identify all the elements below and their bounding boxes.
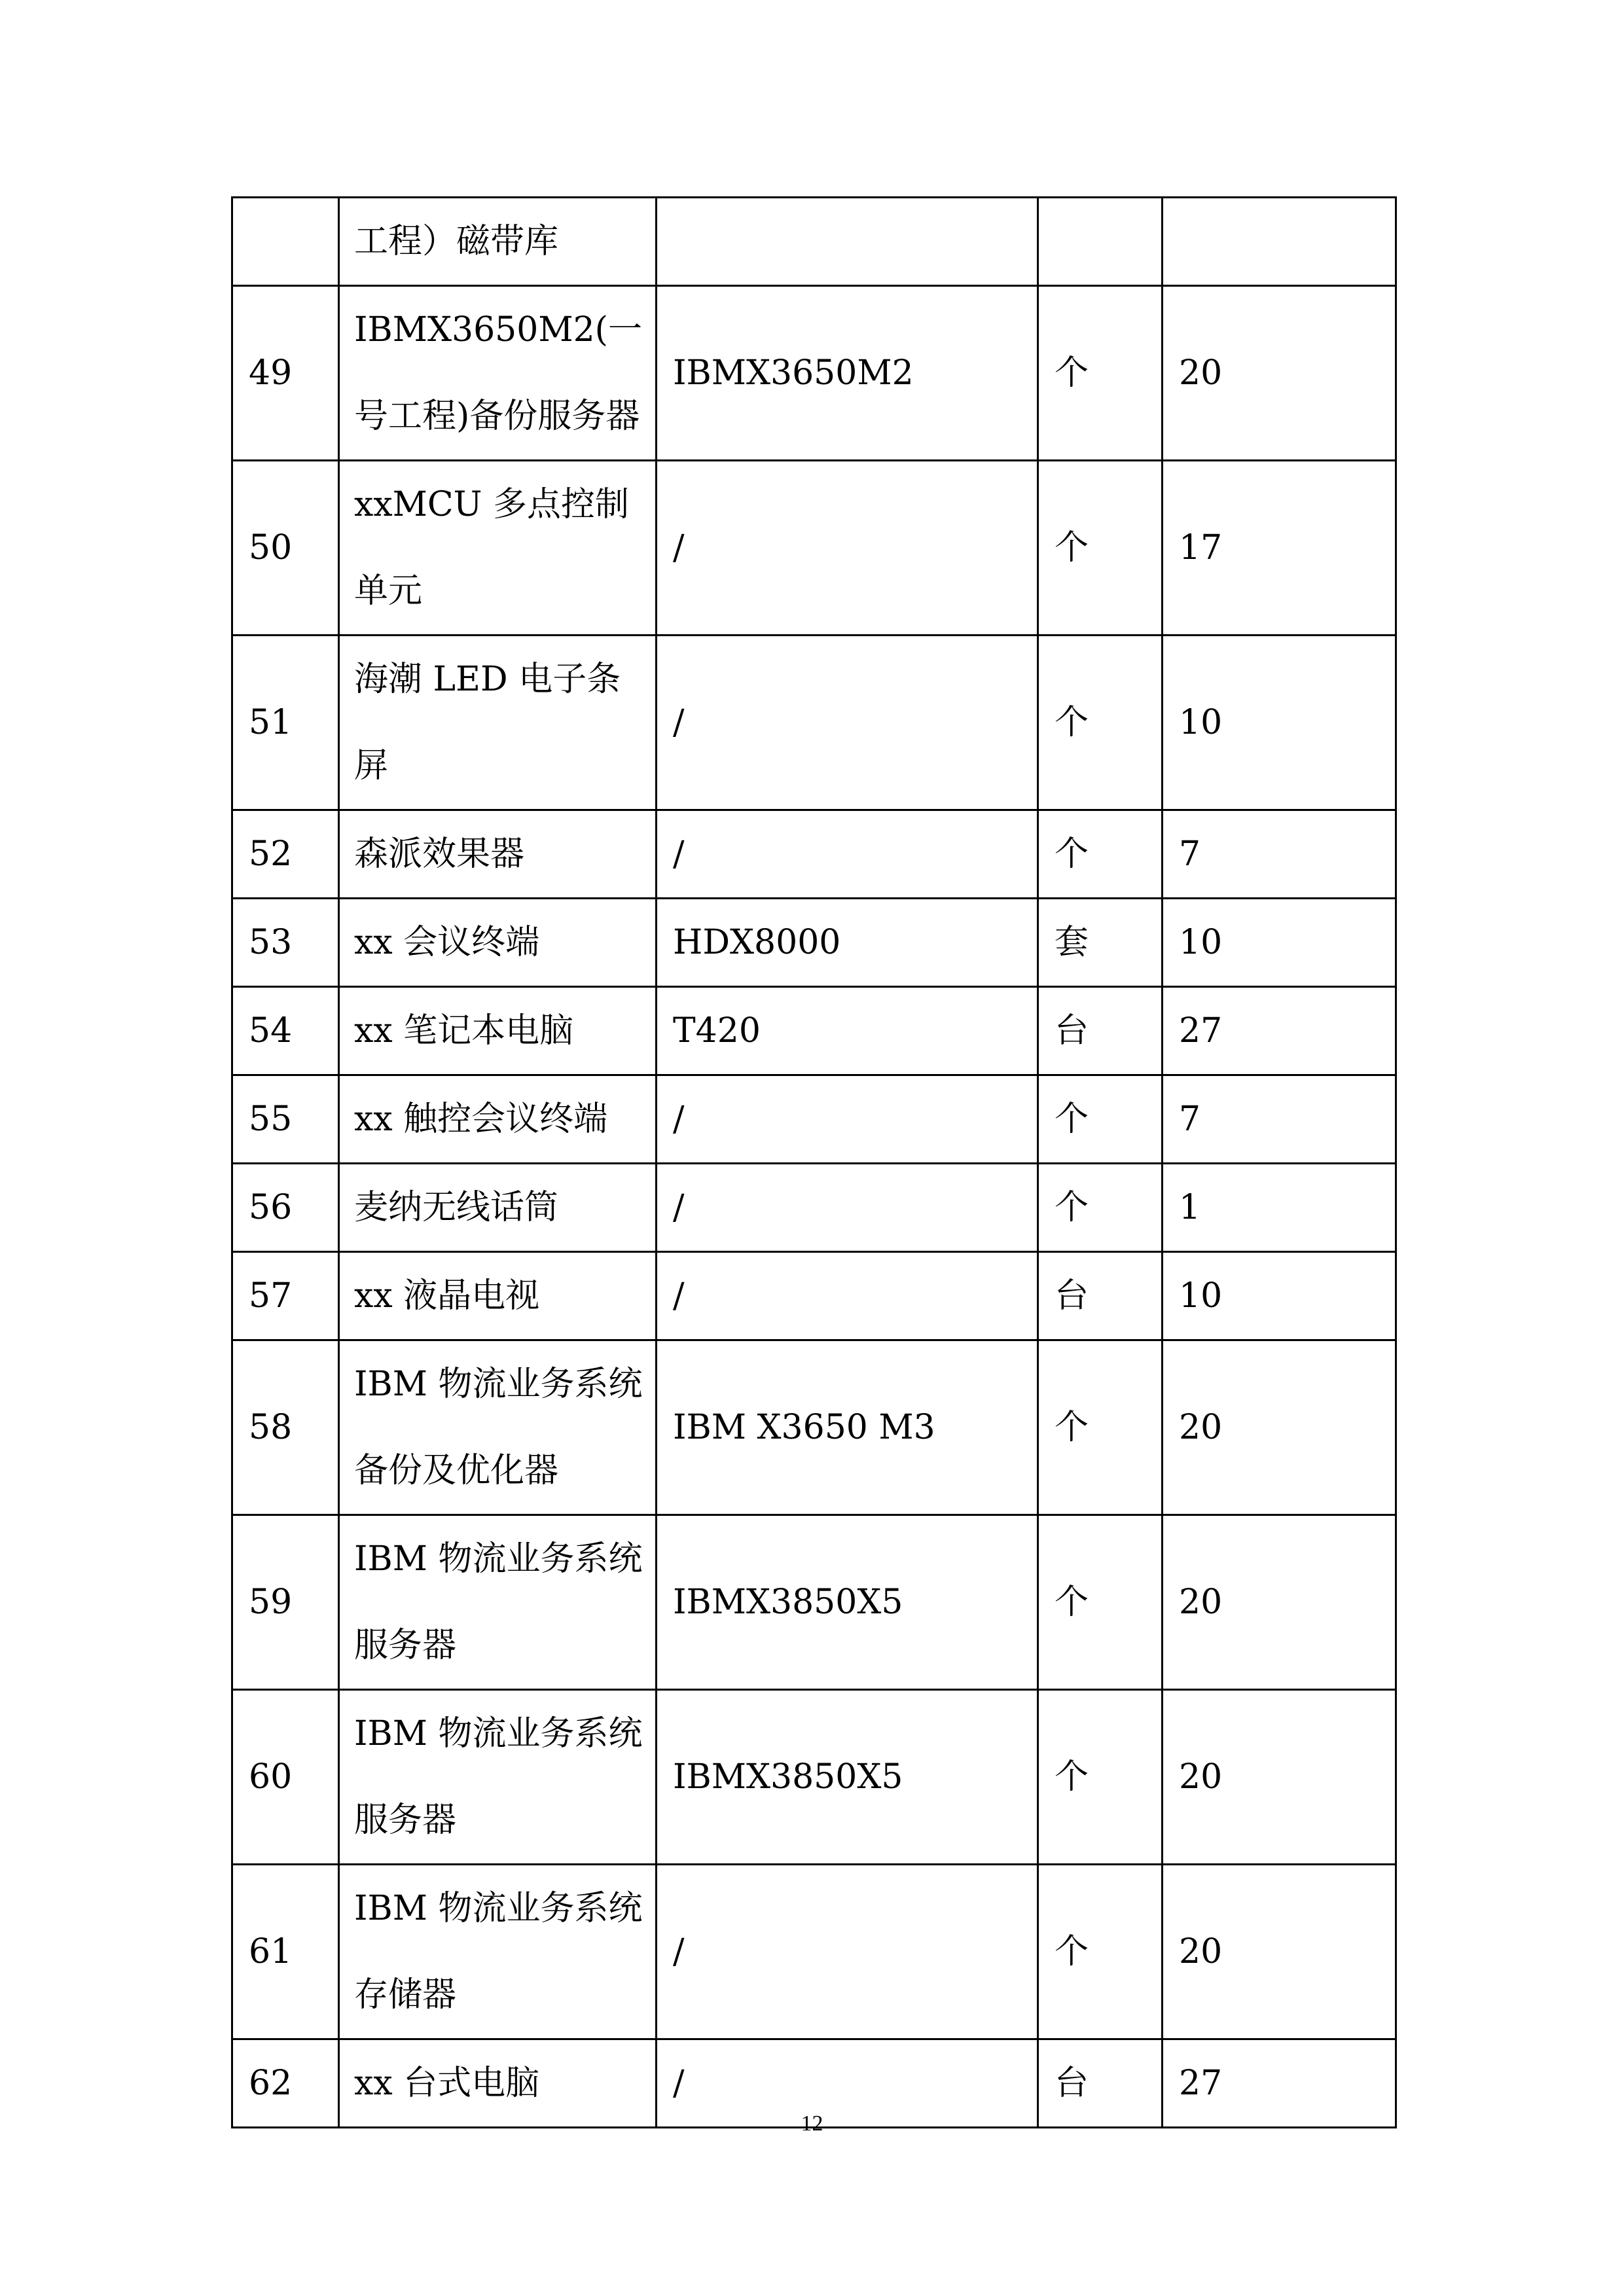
row-number-cell: 62 [232,2039,339,2128]
table-row [232,286,1396,461]
table-row [232,461,1396,636]
row-number-cell: 49 [232,286,339,461]
table-row [232,1075,1396,1164]
model-cell: / [657,1075,1038,1164]
equipment-table [231,196,1397,2128]
model-cell: HDX8000 [657,899,1038,987]
unit-cell: 个 [1038,1690,1163,1865]
item-name-cell: 麦纳无线话筒 [339,1164,657,1252]
unit-cell: 个 [1038,1865,1163,2039]
quantity-cell: 17 [1163,461,1396,636]
model-cell: IBMX3850X5 [657,1690,1038,1865]
unit-cell: 个 [1038,1075,1163,1164]
unit-cell [1038,198,1163,286]
item-name-cell: 森派效果器 [339,810,657,899]
model-cell: T420 [657,987,1038,1075]
row-number-cell: 55 [232,1075,339,1164]
row-number-cell [232,198,339,286]
item-name-cell: IBMX3650M2(一号工程)备份服务器 [339,286,657,461]
quantity-cell: 20 [1163,286,1396,461]
table-row [232,810,1396,899]
table-row [232,1865,1396,2039]
quantity-cell: 7 [1163,810,1396,899]
quantity-cell: 10 [1163,636,1396,810]
model-cell: IBMX3850X5 [657,1515,1038,1690]
unit-cell: 台 [1038,987,1163,1075]
table-row [232,636,1396,810]
unit-cell: 个 [1038,1164,1163,1252]
model-cell: / [657,810,1038,899]
item-name-cell: xxMCU 多点控制单元 [339,461,657,636]
row-number-cell: 58 [232,1340,339,1515]
unit-cell: 个 [1038,461,1163,636]
quantity-cell: 27 [1163,2039,1396,2128]
quantity-cell: 27 [1163,987,1396,1075]
quantity-cell: 20 [1163,1690,1396,1865]
item-name-cell: xx 台式电脑 [339,2039,657,2128]
item-name-cell: xx 触控会议终端 [339,1075,657,1164]
unit-cell: 个 [1038,810,1163,899]
row-number-cell: 59 [232,1515,339,1690]
quantity-cell [1163,198,1396,286]
table-row [232,899,1396,987]
row-number-cell: 53 [232,899,339,987]
model-cell: / [657,1164,1038,1252]
item-name-cell: IBM 物流业务系统备份及优化器 [339,1340,657,1515]
item-name-cell: IBM 物流业务系统服务器 [339,1690,657,1865]
table-row [232,1515,1396,1690]
item-name-cell: 工程）磁带库 [339,198,657,286]
quantity-cell: 20 [1163,1340,1396,1515]
model-cell: / [657,1252,1038,1340]
page-number: 12 [801,2111,823,2136]
unit-cell: 个 [1038,1340,1163,1515]
unit-cell: 台 [1038,2039,1163,2128]
table-row [232,1690,1396,1865]
quantity-cell: 20 [1163,1515,1396,1690]
item-name-cell: xx 会议终端 [339,899,657,987]
model-cell: IBMX3650M2 [657,286,1038,461]
unit-cell: 台 [1038,1252,1163,1340]
unit-cell: 个 [1038,286,1163,461]
row-number-cell: 52 [232,810,339,899]
model-cell [657,198,1038,286]
unit-cell: 套 [1038,899,1163,987]
table-row [232,1340,1396,1515]
row-number-cell: 54 [232,987,339,1075]
item-name-cell: 海潮 LED 电子条屏 [339,636,657,810]
table-row [232,1164,1396,1252]
row-number-cell: 51 [232,636,339,810]
row-number-cell: 50 [232,461,339,636]
row-number-cell: 61 [232,1865,339,2039]
quantity-cell: 10 [1163,899,1396,987]
model-cell: / [657,636,1038,810]
model-cell: IBM X3650 M3 [657,1340,1038,1515]
item-name-cell: xx 笔记本电脑 [339,987,657,1075]
item-name-cell: IBM 物流业务系统存储器 [339,1865,657,2039]
quantity-cell: 20 [1163,1865,1396,2039]
model-cell: / [657,2039,1038,2128]
row-number-cell: 57 [232,1252,339,1340]
table-row [232,987,1396,1075]
quantity-cell: 7 [1163,1075,1396,1164]
quantity-cell: 10 [1163,1252,1396,1340]
item-name-cell: IBM 物流业务系统服务器 [339,1515,657,1690]
model-cell: / [657,461,1038,636]
unit-cell: 个 [1038,1515,1163,1690]
table-row [232,1252,1396,1340]
quantity-cell: 1 [1163,1164,1396,1252]
unit-cell: 个 [1038,636,1163,810]
row-number-cell: 56 [232,1164,339,1252]
item-name-cell: xx 液晶电视 [339,1252,657,1340]
table-row [232,198,1396,286]
model-cell: / [657,1865,1038,2039]
row-number-cell: 60 [232,1690,339,1865]
